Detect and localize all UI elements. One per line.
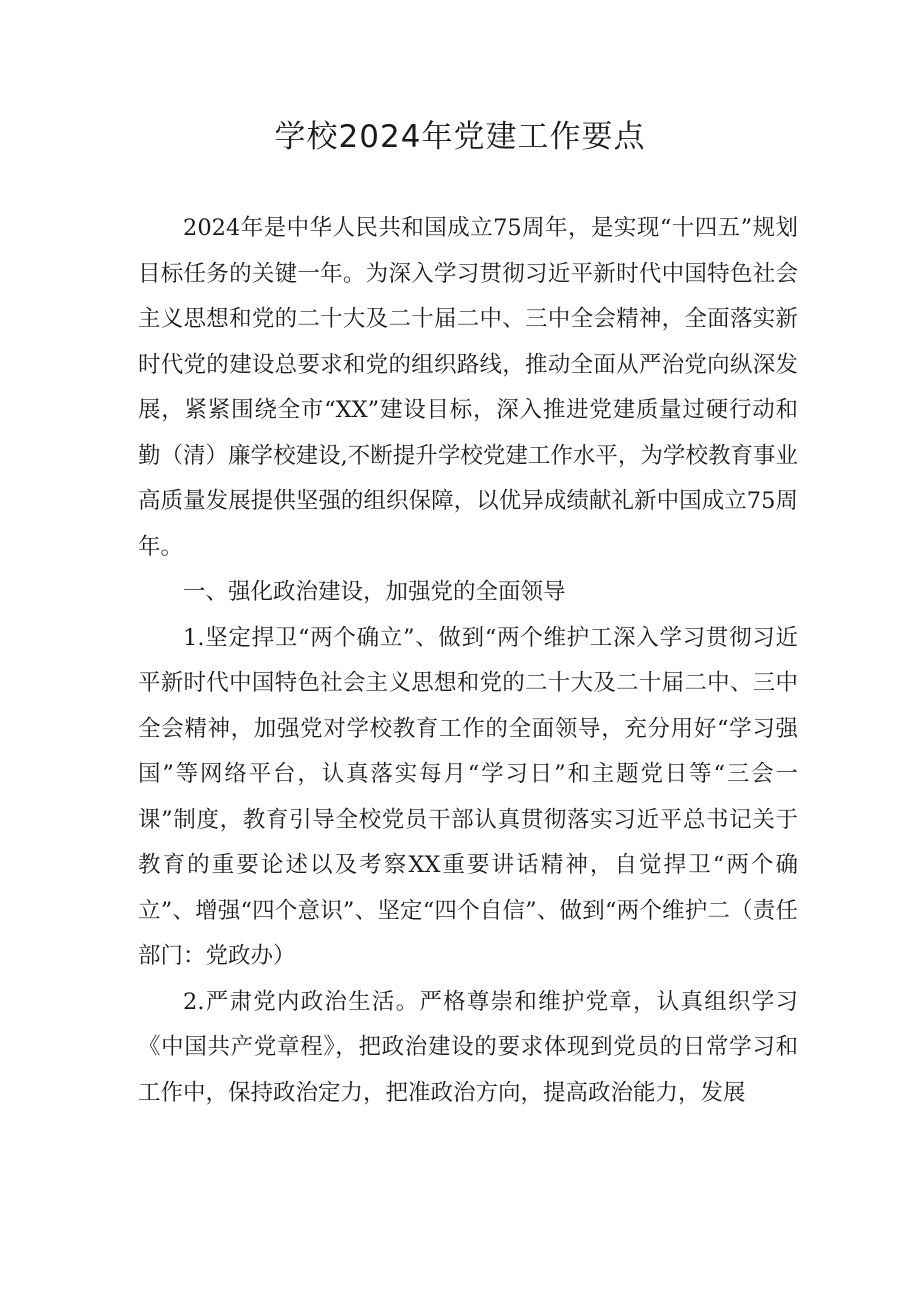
paragraph-item-2: 2.严肃党内政治生活。严格尊崇和维护党章，认真组织学习《中国共产党章程》，把政治建设的要求体现到党员的日常学习和工作中，保持政治定力，把准政治方向，提高政治能力，发展 xyxy=(138,988,798,1106)
document-title: 学校2024年党建工作要点 xyxy=(274,119,646,155)
paragraph-item-1: 1.坚定捍卫“两个确立”、做到“两个维护工深入学习贯彻习近平新时代中国特色社会主义思想和党的二十大及二十届二中、三中全会精神，加强党对学校教育工作的全面领导，充分用好“学习强国”等网络平台，认真落实每月“学习日”和主题党日等“三会一课”制度，教育引导全校党员干部认真贯彻落实习近平总书记关于教育的重要论述以及考察XX重要讲话精神，自觉捍卫“两个确立”、增强“四个意识”、坚定“四个自信”、做到“两个维护二（责任部门：党政办） xyxy=(138,624,798,969)
paragraph-intro: 2024年是中华人民共和国成立75周年，是实现“十四五”规划目标任务的关键一年。为深入学习贯彻习近平新时代中国特色社会主义思想和党的二十大及二十届二中、三中全会精神，全面落实新时代党的建设总要求和党的组织路线，推动全面从严治党向纵深发展，紧紧围绕全市“XX”建设目标，深入推进党建质量过硬行动和勤（清）廉学校建设,不断提升学校党建工作水平，为学校教育事业高质量发展提供坚强的组织保障，以优异成绩献礼新中国成立75周年。 xyxy=(138,215,798,560)
document-body xyxy=(138,206,798,1116)
section-heading-1: 一、强化政治建设，加强党的全面领导 xyxy=(183,579,566,605)
